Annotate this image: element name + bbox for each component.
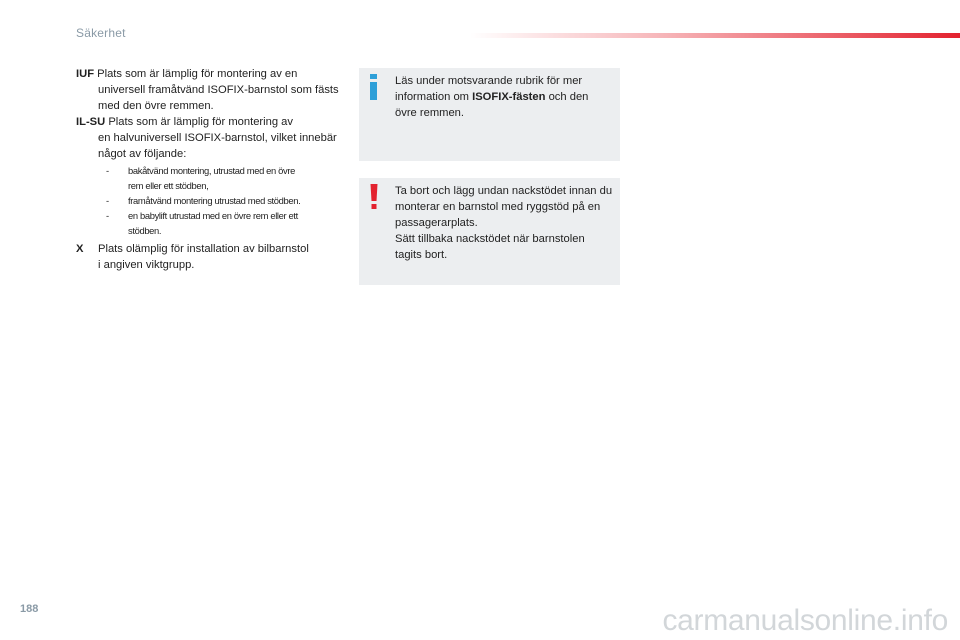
- x-rest: i angiven viktgrupp.: [98, 259, 195, 271]
- definition-il-su: [76, 114, 340, 238]
- iuf-first-line: Plats som är lämplig för montering av en: [97, 68, 298, 80]
- info-note-box: [359, 68, 620, 161]
- page-number: 188: [20, 603, 39, 615]
- warning-icon: [369, 184, 379, 210]
- iuf-rest: universell framåtvänd ISOFIX-barnstol som fästs med den övre remmen.: [98, 84, 339, 112]
- list-item: - bakåtvänd montering, utrustad med en övre rem eller ett stödben,: [106, 165, 296, 191]
- list-item: - framåtvänd montering utrustad med stödben.: [106, 195, 301, 206]
- isofix-term: ISOFIX-fästen: [472, 91, 546, 103]
- il-su-rest: en halvuniversell ISOFIX-barnstol, vilket innebär något av följande:: [98, 132, 337, 160]
- list-item: - en babylift utrustad med en övre rem eller ett stödben.: [106, 210, 298, 236]
- definitions-column: [76, 66, 340, 273]
- warning-note-box: [359, 178, 620, 285]
- watermark: carmanualsonline.info: [662, 604, 948, 637]
- il-su-first-line: Plats som är lämplig för montering av: [108, 116, 293, 128]
- warning-note-text: Ta bort och lägg undan nackstödet innan du monterar en barnstol med ryggstöd på en passagerarplats. Sätt tillbaka nackstödet när barnstolen tagits bort.: [395, 185, 613, 261]
- definition-x: [76, 241, 340, 273]
- section-title: Säkerhet: [76, 26, 126, 40]
- x-first-line: Plats olämplig för installation av bilbarnstol: [98, 243, 309, 255]
- info-icon: [369, 74, 379, 100]
- info-note-text: Läs under motsvarande rubrik för mer information om ISOFIX-fästen och den övre remmen.: [395, 75, 589, 119]
- term-iuf: IUF: [76, 68, 95, 80]
- il-su-options-list: [76, 163, 340, 238]
- term-x: X: [76, 243, 84, 255]
- definition-iuf: [76, 66, 340, 114]
- header-rule: [470, 33, 960, 38]
- term-il-su: IL-SU: [76, 116, 106, 128]
